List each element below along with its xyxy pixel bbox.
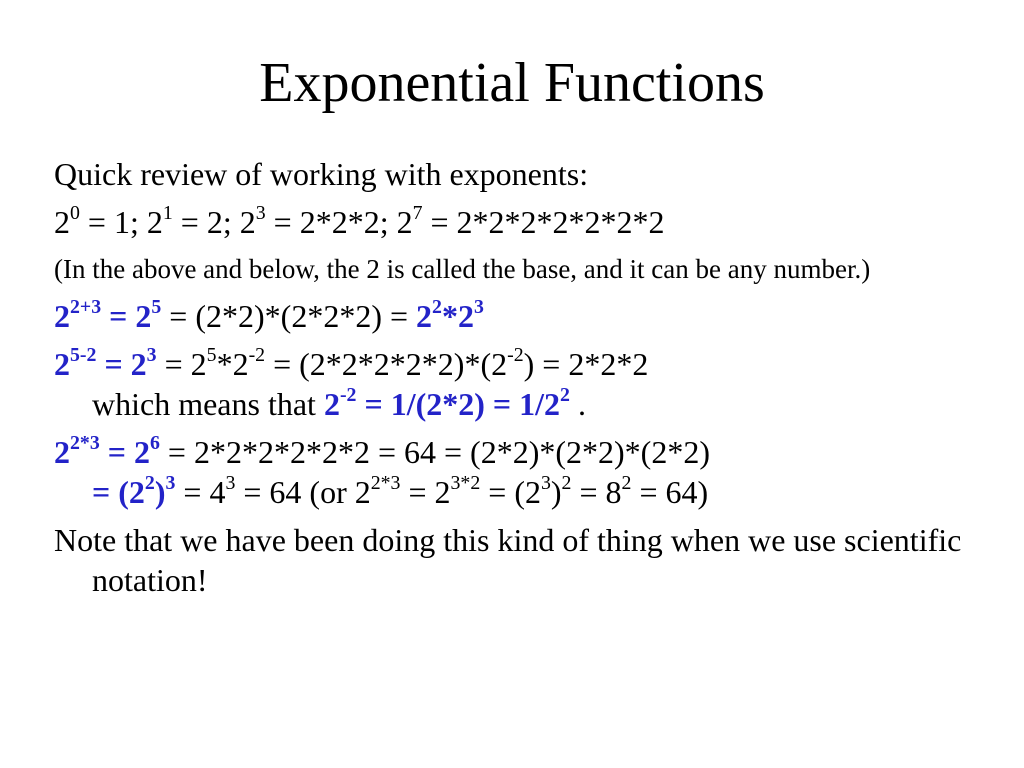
base-note: (In the above and below, the 2 is called the base, and it can be any number.): [54, 254, 871, 284]
rule-multiplication-continued: = $(2^2)^3 = 4^3 = 64$ (or $2^{2*3} = 2^{3*2} = (2^3)^2 = 8^2 = 64$): [92, 471, 709, 510]
slide-body: [54, 154, 984, 600]
rule-subtraction: $2^{5-2} = 2^3 = 2^5*2^{-2} = (2*2*2*2*2)*(2^{-2}) = 2*2*2$: [54, 343, 649, 382]
rule-subtraction-continued: which means that $2^{-2} = 1/(2*2) = 1/2^2$ .: [92, 383, 586, 422]
rule-addition: $2^{2+3} = 2^5 = (2*2)*(2*2*2) = 2^2*2^3$: [54, 295, 484, 334]
intro-text: Quick review of working with exponents:: [54, 156, 589, 192]
rule-multiplication: $2^{2*3} = 2^6 = 2*2*2*2*2*2 = 64 = (2*2)*(2*2)*(2*2)$: [54, 431, 710, 470]
exponent-examples: $2^0 = 1$; $2^1 = 2$; $2^3 = 2*2*2$; $2^7 = 2*2*2*2*2*2*2$: [54, 201, 665, 240]
slide-title: Exponential Functions: [259, 52, 765, 114]
closing-note: Note that we have been doing this kind of thing when we use scientific notation!: [54, 522, 962, 598]
